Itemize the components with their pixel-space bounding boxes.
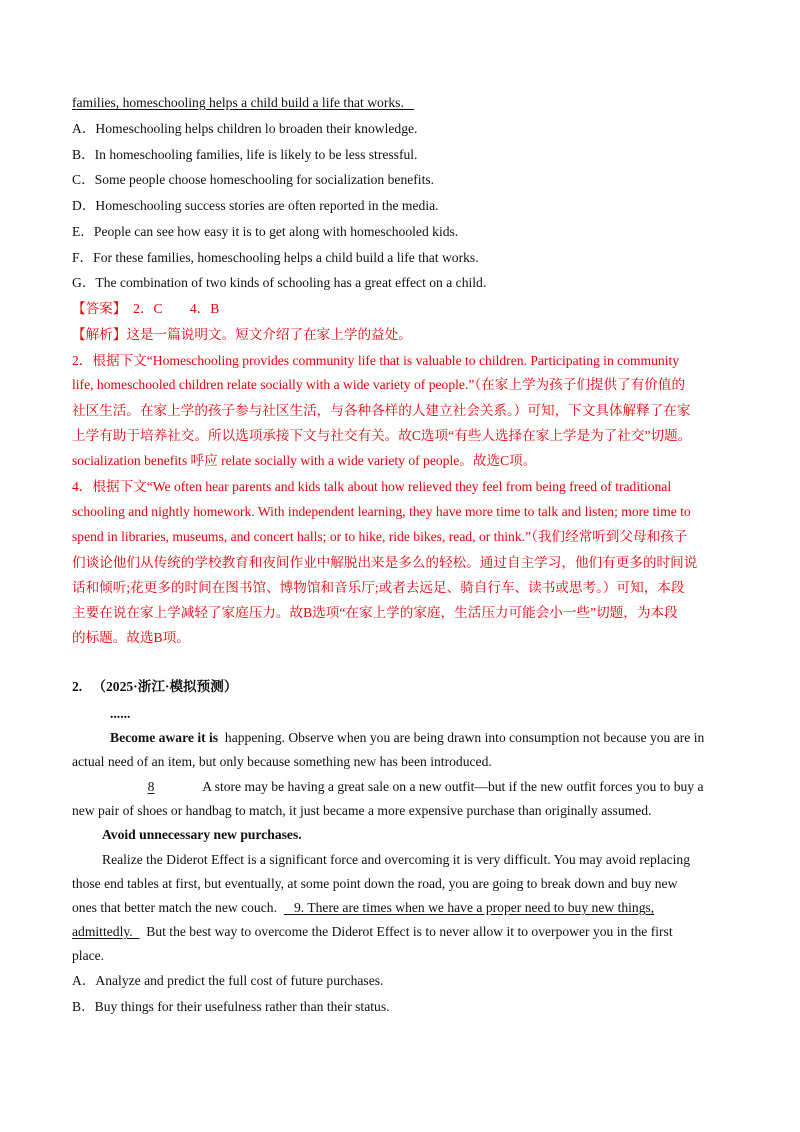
underlined-answer-sentence: families, homeschooling helps a child build a life that works. xyxy=(72,95,404,110)
question-2-header xyxy=(72,677,237,697)
paragraph-3-line-5: place. xyxy=(72,948,105,963)
explanation-2-line: 上学有助于培养社交。所以选项承接下文与社交有关。故C选项“有些人选择在家上学是为了社交”切题。 xyxy=(72,428,692,443)
paragraph-1-line-2: actual need of an item, but only because something new has been introduced. xyxy=(72,754,492,769)
paragraph-2-line-1 xyxy=(110,777,704,797)
explanation-4-line: spend in libraries, museums, and concert halls; or to hike, ride bikes, read, or think.”（我们经常听到父母和孩子 xyxy=(72,529,688,544)
paragraph-1-bold-lead: Become aware it is xyxy=(110,730,219,745)
explanation-2-line: socialization benefits 呼应 relate socially with a wide variety of people。故选C项。 xyxy=(72,453,537,468)
paragraph-1-line-1 xyxy=(110,728,704,748)
explanation-4-line: 4．根据下文“We often hear parents and kids talk about how relieved they feel from being freed of traditional xyxy=(72,479,672,494)
option-f: F．For these families, homeschooling helps a child build a life that works. xyxy=(72,250,479,265)
paragraph-2-text: A store may be having a great sale on a new outfit—but if the new outfit forces you to buy a xyxy=(202,779,704,794)
paragraph-3-line-4 xyxy=(72,922,673,942)
option-b: B．In homeschooling families, life is likely to be less stressful. xyxy=(72,147,418,162)
paragraph-3-text: But the best way to overcome the Diderot Effect is to never allow it to overpower you in the first xyxy=(146,924,673,939)
paragraph-3-line-2: those end tables at first, but eventually, at some point down the road, you are going to break down and buy new xyxy=(72,876,678,891)
blank-9-answer-cont[interactable]: admittedly. xyxy=(72,924,133,939)
question-number: 2. xyxy=(72,679,83,694)
option-a: A．Homeschooling helps children lo broaden their knowledge. xyxy=(72,121,418,136)
answer-label: 【答案】 xyxy=(72,301,127,316)
blank-8-number: 8 xyxy=(147,779,155,794)
analysis-line xyxy=(72,325,412,345)
ellipsis: ...... xyxy=(110,706,131,721)
q2-option-a: A．Analyze and predict the full cost of future purchases. xyxy=(72,973,384,988)
explanation-4-line: 的标题。故选B项。 xyxy=(72,630,190,645)
answer-line xyxy=(72,299,219,319)
option-c: C．Some people choose homeschooling for socialization benefits. xyxy=(72,172,435,187)
explanation-2-line: life, homeschooled children relate socially with a wide variety of people.”（在家上学为孩子们提供了有价值的 xyxy=(72,377,686,392)
paragraph-2-line-2: new pair of shoes or handbag to match, it just became a more expensive purchase than originally assumed. xyxy=(72,803,652,818)
explanation-4-line: 话和倾听;花更多的时间在图书馆、博物馆和音乐厅;或者去远足、骑自行车、读书或思考。）可知，本段 xyxy=(72,580,685,595)
analysis-text: 这是一篇说明文。短文介绍了在家上学的益处。 xyxy=(126,327,412,342)
blank-8[interactable] xyxy=(110,777,192,797)
paragraph-1-text: happening. Observe when you are being drawn into consumption not because you are in xyxy=(224,730,705,745)
answer-text: 2．C 4．B xyxy=(133,301,220,316)
explanation-4-line: schooling and nightly homework. With independent learning, they have more time to talk and listen; more time to xyxy=(72,504,691,519)
explanation-2-line: 2．根据下文“Homeschooling provides community life that is valuable to children. Participating in community xyxy=(72,353,680,368)
q2-option-b: B．Buy things for their usefulness rather than their status. xyxy=(72,999,390,1014)
option-e: E．People can see how easy it is to get along with homeschooled kids. xyxy=(72,224,459,239)
blank-9-answer[interactable] xyxy=(284,900,654,915)
explanation-4-line: 主要在说在家上学减轻了家庭压力。故B选项“在家上学的家庭，生活压力可能会小一些”切题，为本段 xyxy=(72,605,678,620)
analysis-label: 【解析】 xyxy=(72,327,127,342)
explanation-2-line: 社区生活。在家上学的孩子参与社区生活，与各种各样的人建立社会关系。）可知，下文具体解释了在家 xyxy=(72,403,691,418)
paragraph-3-line-1: Realize the Diderot Effect is a significant force and overcoming it is very difficult. You may avoid replacing xyxy=(102,852,691,867)
option-g: G．The combination of two kinds of schooling has a great effect on a child. xyxy=(72,275,487,290)
option-d: D．Homeschooling success stories are often reported in the media. xyxy=(72,198,439,213)
explanation-4-line: 们谈论他们从传统的学校教育和夜间作业中解脱出来是多么的轻松。通过自主学习，他们有更多的时间说 xyxy=(72,555,698,570)
paragraph-3-text: ones that better match the new couch. xyxy=(72,900,277,915)
section-heading: Avoid unnecessary new purchases. xyxy=(102,827,302,842)
prev-passage-line xyxy=(72,93,414,113)
paragraph-3-line-3 xyxy=(72,898,654,918)
blank-9-text: 9. There are times when we have a proper need to buy new things, xyxy=(293,900,655,915)
question-source: （2025·浙江·模拟预测） xyxy=(92,679,238,694)
